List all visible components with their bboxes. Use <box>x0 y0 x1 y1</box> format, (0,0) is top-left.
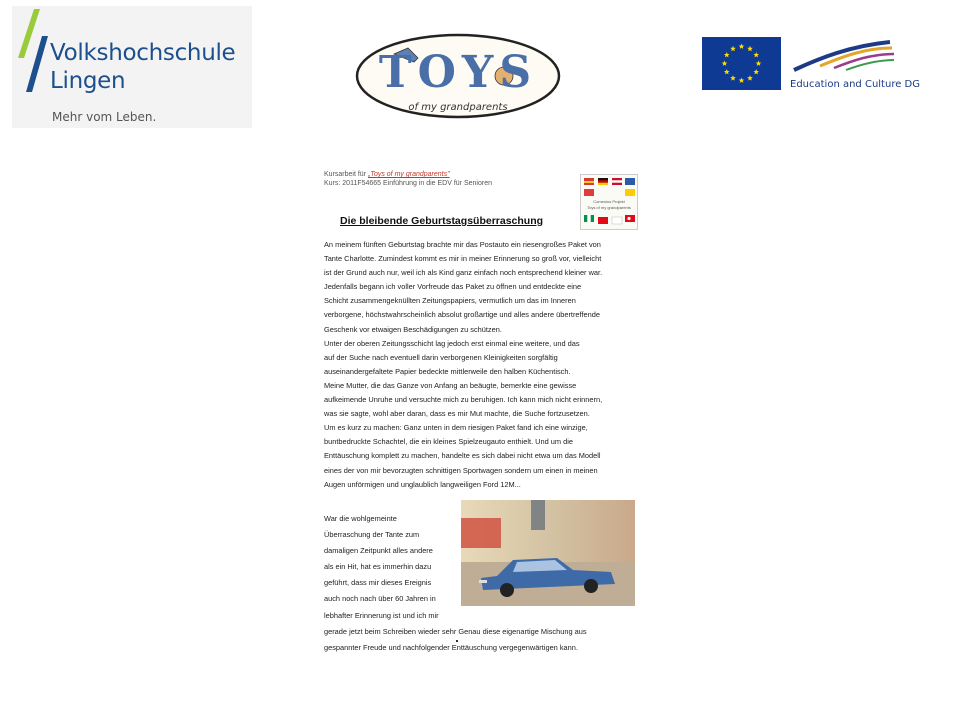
eu-star-icon <box>747 75 753 80</box>
story-line: auch noch nach über 60 Jahren in <box>324 594 436 603</box>
story-line: auseinandergefaltete Papier bedeckte mittlerweile den halben Küchentisch. <box>324 366 571 376</box>
story-line: Jedenfalls begann ich voller Vorfreude das Paket zu öffnen und entdeckte eine <box>324 282 582 292</box>
stamp-text-2: Toys of my grandparents <box>587 205 631 210</box>
comenius-flags-stamp <box>580 174 638 230</box>
story-line: Schicht zusammengeknüllten Zeitungspapiers, vermutlich um das im Inneren <box>324 296 576 306</box>
story-line: lebhafter Erinnerung ist und ich mir <box>324 611 439 620</box>
education-culture-label: Education and Culture DG <box>790 79 920 90</box>
eu-star-icon <box>747 46 753 51</box>
story-line: als ein Hit, hat es immerhin dazu <box>324 562 432 571</box>
story-line: verborgene, höchstwahrscheinlich absolut großartige und alles andere übertreffende <box>324 310 600 320</box>
story-line: War die wohlgemeinte <box>324 514 397 523</box>
vhs-slash-icon <box>12 6 52 106</box>
story-line: auf der Suche nach eventuell darin verborgenen Kleinigkeiten sorgfältig <box>324 352 558 362</box>
education-culture-swoosh-icon <box>790 36 898 76</box>
meta-prefix: Kursarbeit für <box>324 171 367 178</box>
eu-star-icon <box>739 44 745 49</box>
story-side-text <box>324 511 436 607</box>
story-line: Überraschung der Tante zum <box>324 530 420 539</box>
story-line: eines der von mir bevorzugten schnittigen Sportwagen sondern um einen in meinen <box>324 465 598 475</box>
story-closing-text <box>324 608 587 656</box>
toys-of-my-grandparents-logo <box>354 32 562 120</box>
story-line: Augen unförmigen und unglaublich langweiligen Ford 12M... <box>324 479 521 489</box>
meta-course: Kurs: 2011F54665 Einführung in die EDV für Senioren <box>324 180 492 187</box>
toys-logo-word: TOYS <box>378 47 538 98</box>
story-line: ist der Grund auch nur, weil ich als Kind ganz einfach noch entsprechend kleiner war. <box>324 268 603 278</box>
story-line: Tante Charlotte. Zumindest kommt es mir in meiner Erinnerung so groß vor, vielleicht <box>324 254 602 264</box>
story-line: Meine Mutter, die das Ganze von Anfang an beäugte, bemerkte eine gewisse <box>324 380 577 390</box>
story-line: aufkeimende Unruhe und versuchte mich zu beruhigen. Ich kann mich nicht erinnern, <box>324 395 603 405</box>
story-paragraph <box>324 238 602 492</box>
eu-star-icon <box>730 75 736 80</box>
story-line: buntbedruckte Schachtel, die ein kleines Spielzeugauto enthielt. Und um die <box>324 437 573 447</box>
stamp-text-1: Comenius Projekt <box>593 199 625 204</box>
story-line: was sie sagte, wohl aber daran, dass es mir Mut machte, die Suche fortzusetzen. <box>324 409 590 419</box>
story-line: Unter der oberen Zeitungsschicht lag jedoch erst einmal eine weitere, und das <box>324 338 580 348</box>
eu-star-icon <box>730 46 736 51</box>
eu-star-icon <box>753 52 759 57</box>
story-line: damaligen Zeitpunkt alles andere <box>324 546 433 555</box>
story-line: Geschenk vor etwaigen Beschädigungen zu schützen. <box>324 324 502 334</box>
story-line: gespannter Freude und nachfolgender Enttäuschung vergegenwärtigen kann. <box>324 643 578 652</box>
story-line: gerade jetzt beim Schreiben wieder sehr Genau diese eigenartige Mischung aus <box>324 627 587 636</box>
story-line: Um es kurz zu machen: Ganz unten in dem riesigen Paket fand ich eine winzige, <box>324 423 588 433</box>
vhs-tagline: Mehr vom Leben. <box>52 110 157 124</box>
document-meta <box>324 170 492 188</box>
eu-star-icon <box>756 61 762 66</box>
story-line: geführt, dass mir dieses Ereignis <box>324 578 432 587</box>
vhs-lingen-logo <box>12 6 252 128</box>
vhs-name-line2: Lingen <box>50 68 126 94</box>
page-dot <box>456 640 458 642</box>
eu-star-icon <box>724 69 730 74</box>
eu-star-icon <box>739 78 745 83</box>
toy-car-photo <box>461 500 635 606</box>
story-line: Enttäuschung komplett zu machen, handelte es sich dabei nicht etwa um das Modell <box>324 451 601 461</box>
eu-flag-icon <box>702 37 781 90</box>
meta-project: „Toys of my grandparents" <box>367 171 450 178</box>
story-line: An meinem fünften Geburtstag brachte mir das Postauto ein riesengroßes Paket von <box>324 240 601 249</box>
document-title: Die bleibende Geburtstagsüberraschung <box>340 215 544 227</box>
toys-logo-subtitle: of my grandparents <box>408 102 508 113</box>
course-work-page <box>316 162 648 650</box>
vhs-name-line1: Volkshochschule <box>50 40 236 66</box>
eu-star-icon <box>724 52 730 57</box>
eu-star-icon <box>753 69 759 74</box>
eu-star-icon <box>722 61 728 66</box>
